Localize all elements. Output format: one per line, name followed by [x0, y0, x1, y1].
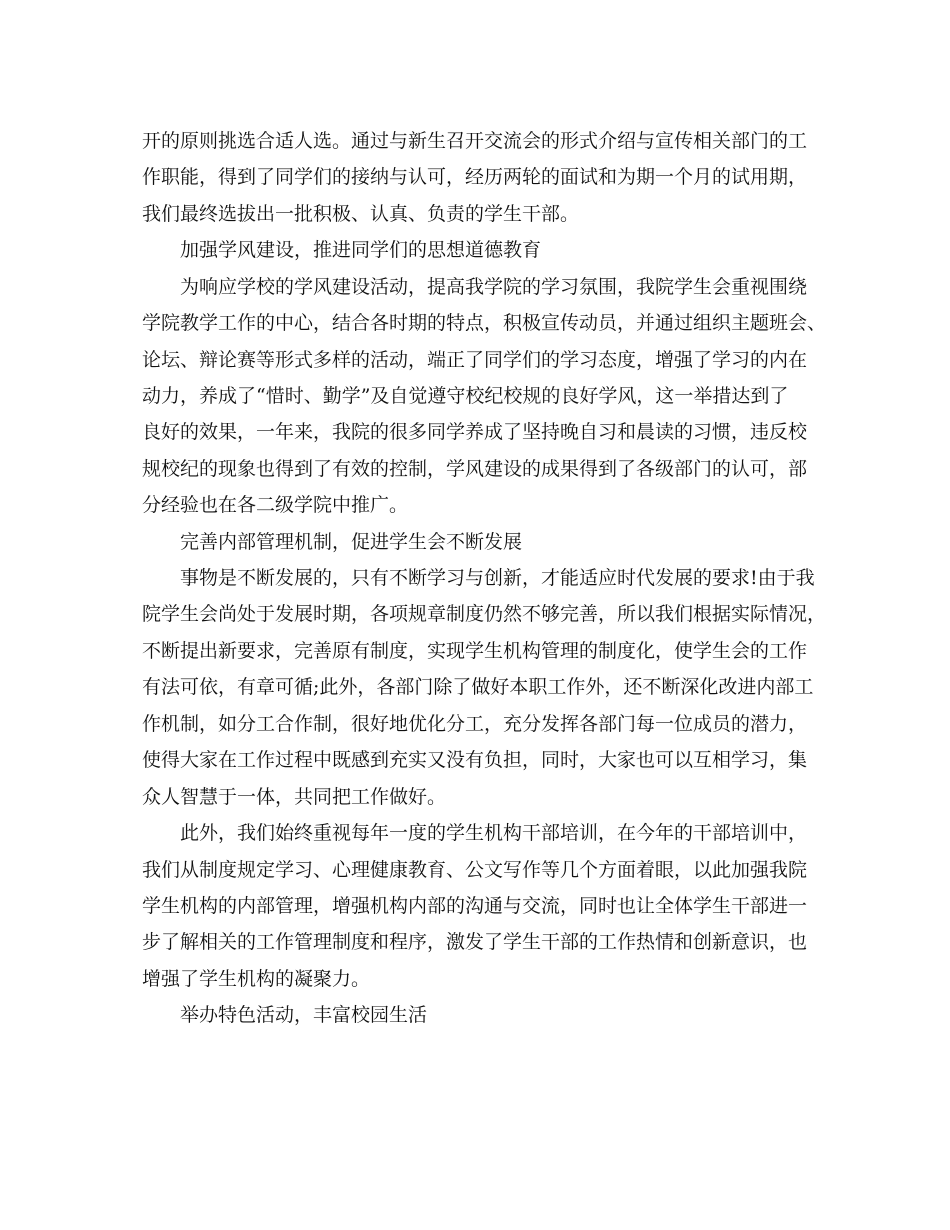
text-line: 众人智慧于一体，共同把工作做好。	[142, 786, 447, 808]
text-line: 使得大家在工作过程中既感到充实又没有负担，同时，大家也可以互相学习，集	[142, 749, 808, 771]
text-line: 不断提出新要求，完善原有制度，实现学生机构管理的制度化，使学生会的工作	[142, 640, 808, 662]
section-heading: 举办特色活动，丰富校园生活	[180, 1004, 428, 1026]
text-line: 我们最终选拔出一批积极、认真、负责的学生干部。	[142, 203, 580, 225]
text-line: 学生机构的内部管理，增强机构内部的沟通与交流，同时也让全体学生干部进一	[142, 895, 808, 917]
text-line: 规校纪的现象也得到了有效的控制，学风建设的成果得到了各级部门的认可，部	[142, 458, 808, 480]
text-line: 学院教学工作的中心，结合各时期的特点，积极宣传动员，并通过组织主题班会、	[142, 312, 827, 334]
text-line: 动力，养成了“惜时、勤学”及自觉遵守校纪校规的良好学风，这一举措达到了	[142, 385, 789, 407]
text-line: 作职能，得到了同学们的接纳与认可，经历两轮的面试和为期一个月的试用期，	[142, 166, 808, 188]
text-line: 开的原则挑选合适人选。通过与新生召开交流会的形式介绍与宣传相关部门的工	[142, 130, 808, 152]
text-line: 分经验也在各二级学院中推广。	[142, 494, 409, 516]
text-line: 良好的效果，一年来，我院的很多同学养成了坚持晚自习和晨读的习惯，违反校	[142, 421, 808, 443]
text-line: 此外，我们始终重视每年一度的学生机构干部培训，在今年的干部培训中，	[180, 822, 808, 844]
section-heading: 加强学风建设，推进同学们的思想道德教育	[180, 239, 542, 261]
text-line: 论坛、辩论赛等形式多样的活动，端正了同学们的学习态度，增强了学习的内在	[142, 349, 808, 371]
text-line: 我们从制度规定学习、心理健康教育、公文写作等几个方面着眼，以此加强我院	[142, 859, 808, 881]
text-line: 为响应学校的学风建设活动，提高我学院的学习氛围，我院学生会重视围绕	[180, 276, 808, 298]
text-line: 有法可依，有章可循;此外，各部门除了做好本职工作外，还不断深化改进内部工	[142, 676, 814, 698]
text-line: 事物是不断发展的，只有不断学习与创新，才能适应时代发展的要求!由于我	[180, 567, 815, 589]
section-heading: 完善内部管理机制，促进学生会不断发展	[180, 531, 523, 553]
text-line: 院学生会尚处于发展时期，各项规章制度仍然不够完善，所以我们根据实际情况，	[142, 603, 827, 625]
text-line: 作机制，如分工合作制，很好地优化分工，充分发挥各部门每一位成员的潜力，	[142, 713, 808, 735]
text-line: 步了解相关的工作管理制度和程序，激发了学生干部的工作热情和创新意识，也	[142, 931, 808, 953]
text-line: 增强了学生机构的凝聚力。	[142, 968, 371, 990]
